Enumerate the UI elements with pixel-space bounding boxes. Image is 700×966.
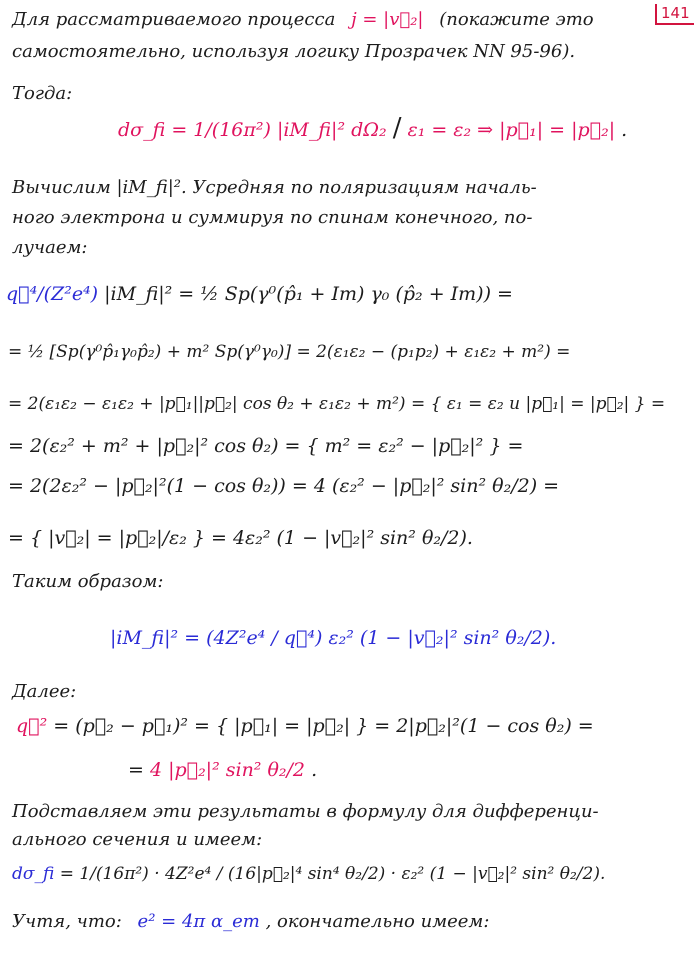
energy-condition: ε₁ = ε₂ ⇒ |p⃗₁| = |p⃗₂|	[407, 119, 616, 141]
amplitude-equation-3: = 2(ε₁ε₂ − ε₁ε₂ + |p⃗₁||p⃗₂| cos θ₂ + ε₁ε₂ + m²) = { ε₁ = ε₂ и |p⃗₁| = |p⃗₂| } =	[8, 394, 666, 414]
text-line-10: ального сечения и имеем:	[12, 829, 263, 850]
text-line-9: Подставляем эти результаты в формулу для дифференци-	[12, 801, 599, 822]
amplitude-trace: |iM_fi|² = ½ Sp(γ⁰(p̂₁ + Im) γ₀ (p̂₂ + Im)) =	[104, 283, 513, 305]
finally-text: , окончательно имеем:	[265, 911, 490, 932]
amplitude-equation-2: = ½ [Sp(γ⁰p̂₁γ₀p̂₂) + m² Sp(γ⁰γ₀)] = 2(ε₁ε₂ − (p₁p₂) + ε₁ε₂ + m²) =	[8, 342, 571, 362]
cross-section-lead: dσ_fi	[12, 864, 55, 884]
thus-label: Таким образом:	[12, 571, 164, 592]
page-number: 141	[655, 4, 694, 25]
momentum-transfer-equation	[16, 712, 594, 740]
momentum-transfer-result	[128, 756, 317, 784]
amplitude-result: |iM_fi|² = (4Z²e⁴ / q⃗⁴) ε₂² (1 − |v⃗₂|² sin² θ₂/2).	[110, 627, 557, 649]
current-formula: j = |v⃗₂|	[351, 9, 424, 30]
text-line-5: ного электрона и суммируя по спинам конечного, по-	[12, 207, 533, 228]
momentum-transfer-body: = (p⃗₂ − p⃗₁)² = { |p⃗₁| = |p⃗₂| } = 2|p⃗₂|²(1 − cos θ₂) =	[53, 715, 594, 737]
cross-section-substituted	[12, 860, 605, 888]
q-over-ze-factor: q⃗⁴/(Z²e⁴)	[6, 283, 99, 305]
cross-section-equation: dσ_fi = 1/(16π²) |iM_fi|² dΩ₂ / ε₁ = ε₂ ⇒ |p⃗₁| = |p⃗₂| .	[118, 113, 628, 143]
text-line-4: Вычислим |iM_fi|². Усредняя по поляризациям началь-	[12, 177, 537, 198]
amplitude-equation-6: = { |v⃗₂| = |p⃗₂|/ε₂ } = 4ε₂² (1 − |v⃗₂|² sin² θ₂/2).	[8, 527, 473, 549]
cross-section-body: = 1/(16π²) · 4Z²e⁴ / (16|p⃗₂|⁴ sin⁴ θ₂/2) · ε₂² (1 − |v⃗₂|² sin² θ₂/2).	[59, 864, 606, 884]
momentum-result-formula: 4 |p⃗₂|² sin² θ₂/2	[149, 759, 306, 781]
next-label: Далее:	[12, 681, 77, 702]
then-label: Тогда:	[12, 83, 73, 104]
momentum-transfer-lead: q⃗²	[16, 715, 48, 737]
intro-line-1	[12, 8, 594, 32]
amplitude-equation-4: = 2(ε₂² + m² + |p⃗₂|² cos θ₂) = { m² = ε₂² − |p⃗₂|² } =	[8, 435, 524, 457]
cross-section-formula: dσ_fi = 1/(16π²) |iM_fi|² dΩ₂	[118, 119, 387, 141]
intro-text: Для рассматриваемого процесса	[12, 9, 336, 30]
amplitude-equation-1	[6, 280, 513, 308]
momentum-result-dot: .	[311, 759, 318, 781]
amplitude-equation-5: = 2(2ε₂² − |p⃗₂|²(1 − cos θ₂)) = 4 (ε₂² − |p⃗₂|² sin² θ₂/2) =	[8, 475, 560, 497]
momentum-equals: =	[128, 759, 144, 781]
text-line-11	[12, 910, 489, 934]
noting-text: Учтя, что:	[12, 911, 122, 932]
charge-relation: e² = 4π α_em	[137, 911, 260, 932]
intro-text-end: (покажите это	[439, 9, 594, 30]
intro-line-2: самостоятельно, используя логику Прозрачек NN 95-96).	[12, 41, 576, 62]
text-line-6: лучаем:	[12, 237, 88, 258]
equation-dot: .	[621, 119, 628, 141]
